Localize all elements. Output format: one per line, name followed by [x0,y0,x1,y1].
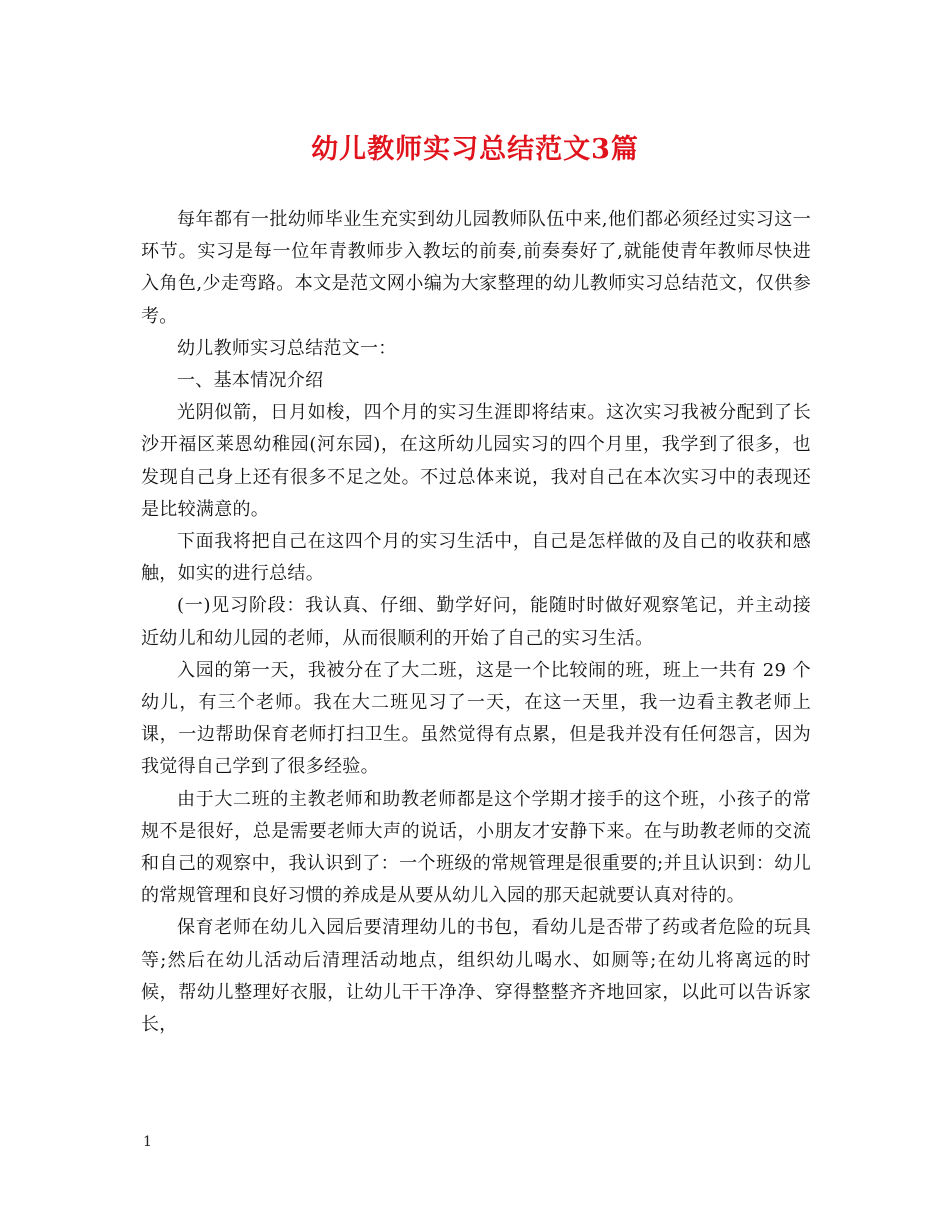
document-title: 幼儿教师实习总结范文3篇 [311,134,639,165]
body-paragraph: 入园的第一天，我被分在了大二班，这是一个比较闹的班，班上一共有 29 个幼儿，有三个老师。我在大二班见习了一天，在这一天里，我一边看主教老师上课，一边帮助保育老师打扫卫生。虽然觉得有点累，但是我并没有任何怨言，因为我觉得自己学到了很多经验。 [141,659,811,778]
body-paragraph: 下面我将把自己在这四个月的实习生活中，自己是怎样做的及自己的收获和感触，如实的进行总结。 [141,531,811,585]
document-body [141,204,811,1041]
body-paragraph: (一)见习阶段：我认真、仔细、勤学好问，能随时时做好观察笔记，并主动接近幼儿和幼儿园的老师，从而很顺利的开始了自己的实习生活。 [141,595,811,649]
body-paragraph: 由于大二班的主教老师和助教老师都是这个学期才接手的这个班，小孩子的常规不是很好，总是需要老师大声的说话，小朋友才安静下来。在与助教老师的交流和自己的观察中，我认识到了：一个班级的常规管理是很重要的;并且认识到：幼儿的常规管理和良好习惯的养成是从要从幼儿入园的那天起就要认真对待的。 [141,788,811,907]
section-heading-basic-info: 一、基本情况介绍 [177,370,324,392]
body-paragraph: 光阴似箭，日月如梭，四个月的实习生涯即将结束。这次实习我被分配到了长沙开福区莱恩幼稚园(河东园)，在这所幼儿园实习的四个月里，我学到了很多，也发现自己身上还有很多不足之处。不过总体来说，我对自己在本次实习中的表现还是比较满意的。 [141,402,811,520]
page-number: 1 [143,1134,152,1150]
section-heading-sample-one: 幼儿教师实习总结范文一： [177,337,397,359]
intro-paragraph: 每年都有一批幼师毕业生充实到幼儿园教师队伍中来,他们都必须经过实习这一环节。实习是每一位年青教师步入教坛的前奏,前奏奏好了,就能使青年教师尽快进入角色,少走弯路。本文是范文网小编为大家整理的幼儿教师实习总结范文，仅供参考。 [141,209,811,327]
body-paragraph: 保育老师在幼儿入园后要清理幼儿的书包，看幼儿是否带了药或者危险的玩具等;然后在幼儿活动后清理活动地点，组织幼儿喝水、如厕等;在幼儿将离远的时候，帮幼儿整理好衣服，让幼儿干干净净、穿得整整齐齐地回家，以此可以告诉家长， [141,917,811,1036]
